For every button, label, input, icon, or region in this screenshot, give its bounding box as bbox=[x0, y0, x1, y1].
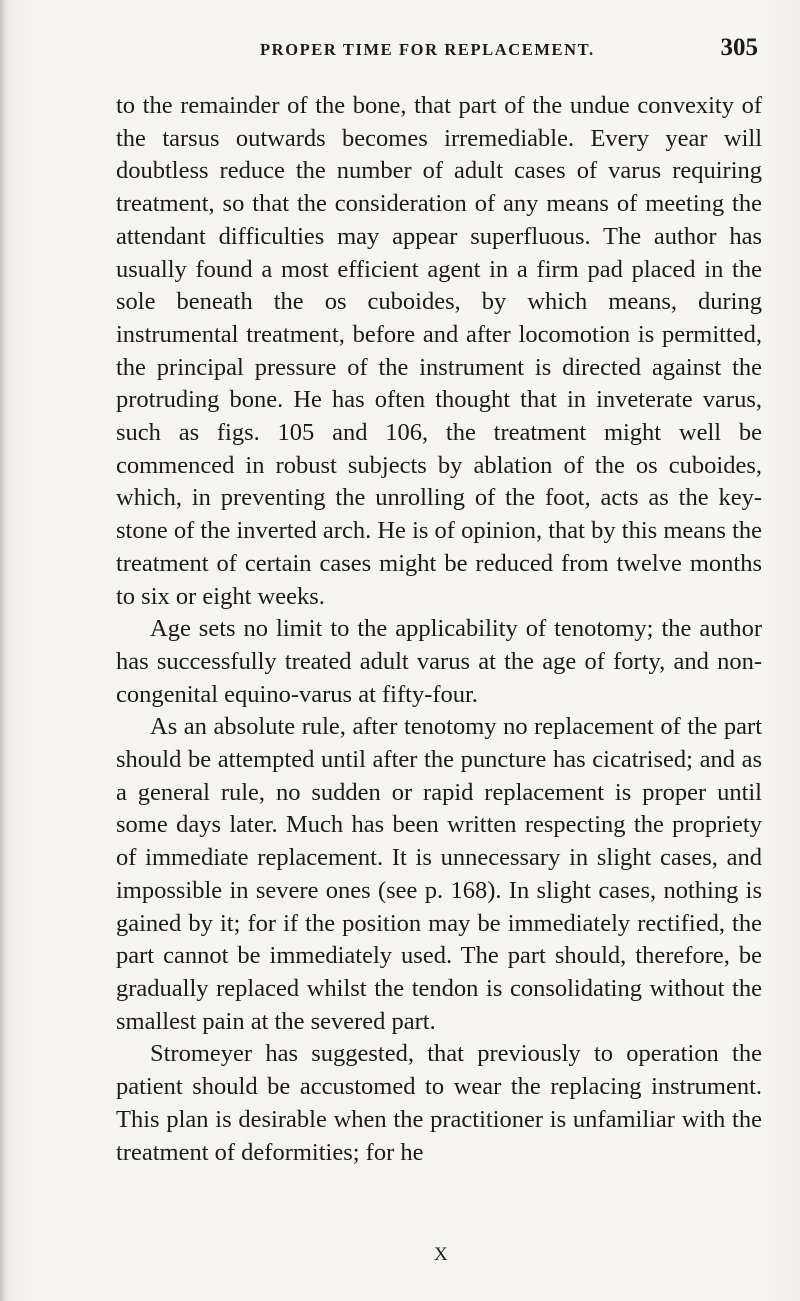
paragraph-replacement-rule: As an absolute rule, after tenotomy no replacement of the part should be attempted until after the puncture has cicatrised; and as a general rule, no sudden or rapid replacement is proper until some days later. Much has been written respecting the propriety of immediate replacement. It is unnecessary in slight cases, and impossible in severe ones (see p. 168). In slight cases, nothing is gained by it; for if the position may be immediately rectified, the part cannot be immediately used. The part should, therefore, be gradually replaced whilst the tendon is consolidating without the smallest pain at the severed part. bbox=[116, 713, 762, 1035]
body-text bbox=[116, 90, 762, 1169]
running-title: PROPER TIME FOR REPLACEMENT. bbox=[260, 40, 595, 59]
signature-mark: X bbox=[434, 1244, 449, 1265]
running-head bbox=[116, 34, 762, 70]
binding-shadow bbox=[0, 0, 6, 1301]
page-number: 305 bbox=[720, 34, 758, 61]
paragraph-continued: to the remainder of the bone, that part of the undue convexity of the tarsus outwards becomes irremediable. Every year will doubtless reduce the number of adult cases of varus requiring treatment, so that the consideration of any means of meeting the attendant difficulties may appear superfluous. The author has usually found a most efficient agent in a firm pad placed in the sole beneath the os cuboides, by which means, during instrumental treatment, before and after locomotion is permitted, the principal pressure of the instrument is directed against the protruding bone. He has often thought that in inveterate varus, such as figs. 105 and 106, the treatment might well be commenced in robust subjects by ablation of the os cuboides, which, in preventing the unrolling of the foot, acts as the key-stone of the inverted arch. He is of opinion, that by this means the treatment of certain cases might be reduced from twelve months to six or eight weeks. bbox=[116, 92, 762, 610]
paragraph-age-limit: Age sets no limit to the applicability of tenotomy; the author has successfully treated adult varus at the age of forty, and non-congenital equino-varus at fifty-four. bbox=[116, 615, 762, 708]
paragraph-stromeyer: Stromeyer has suggested, that previously to operation the patient should be accustomed to wear the replacing instrument. This plan is desirable when the practitioner is unfamiliar with the treatment of deformities; for he bbox=[116, 1040, 762, 1166]
